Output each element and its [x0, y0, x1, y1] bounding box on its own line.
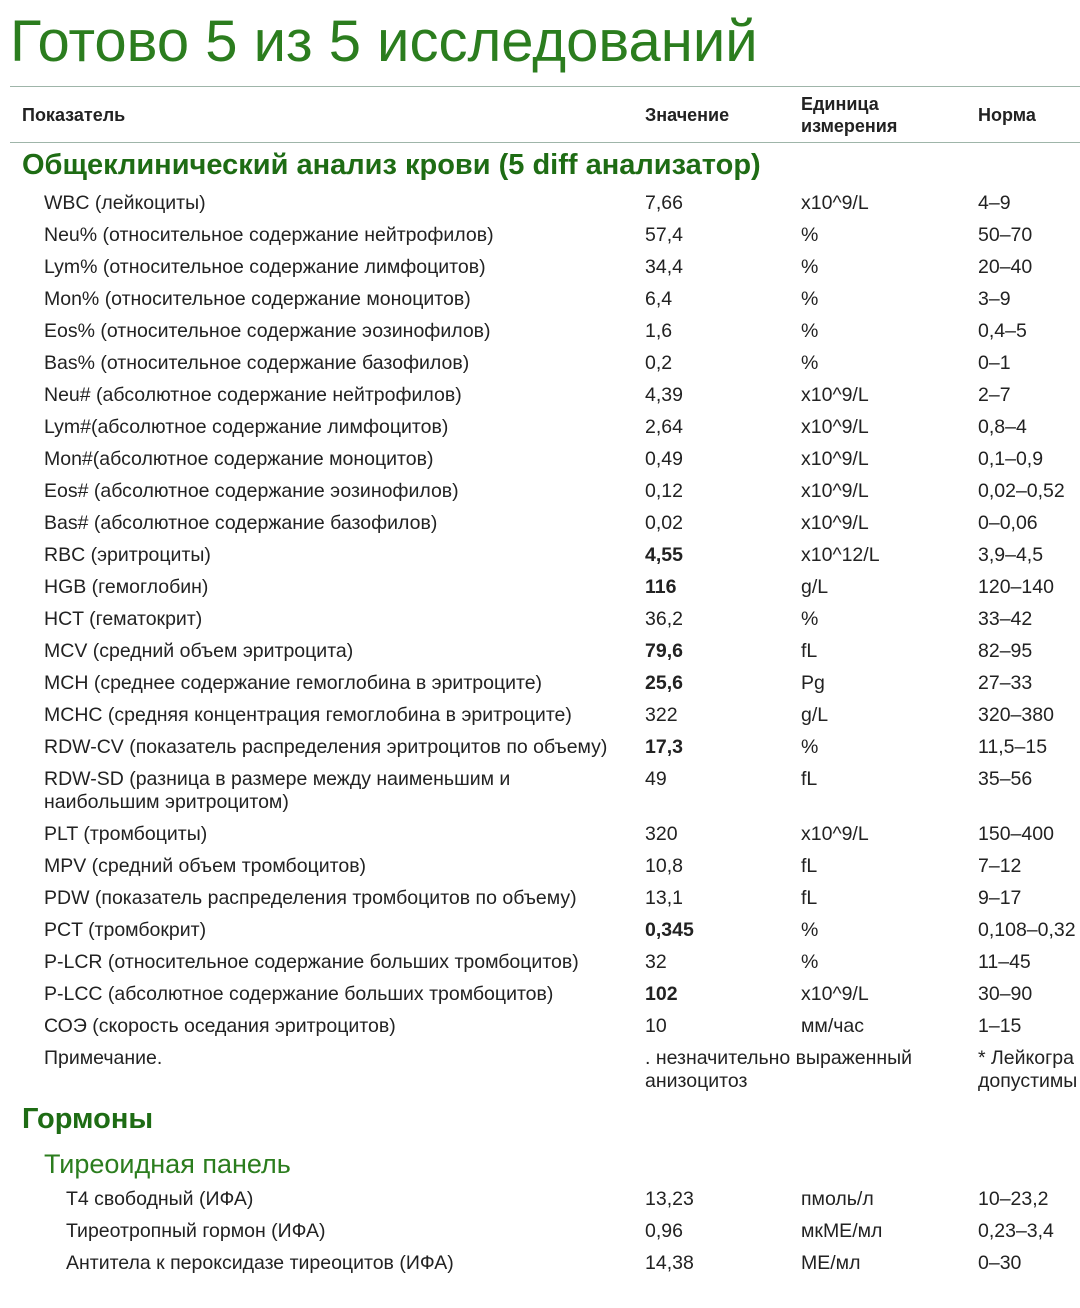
- param-value: 0,49: [645, 448, 683, 470]
- header-value: Значение: [645, 105, 730, 125]
- param-value: 4,55: [645, 544, 683, 566]
- param-norm: 82–95: [978, 640, 1033, 662]
- param-value: 36,2: [645, 608, 683, 630]
- param-value: 0,12: [645, 480, 683, 502]
- header-param: Показатель: [22, 105, 126, 125]
- param-norm: 0–1: [978, 352, 1011, 374]
- param-value: 49: [645, 768, 667, 790]
- param-name: Lym% (относительное содержание лимфоцитов): [44, 256, 486, 278]
- param-norm: 11,5–15: [978, 736, 1048, 758]
- param-unit: Pg: [801, 672, 825, 694]
- section-title: Гормоны: [22, 1103, 154, 1135]
- param-value: 4,39: [645, 384, 683, 406]
- param-name: HGB (гемоглобин): [44, 576, 209, 598]
- param-unit: g/L: [801, 704, 829, 726]
- section-title: Общеклинический анализ крови (5 diff анализатор): [22, 149, 761, 181]
- param-norm: 33–42: [978, 608, 1033, 630]
- param-name: T4 свободный (ИФА): [66, 1188, 254, 1210]
- param-value: 6,4: [645, 288, 673, 310]
- note-label: Примечание.: [44, 1047, 163, 1069]
- param-norm: 0,4–5: [978, 320, 1027, 342]
- note-norm: * Лейкогра допустимы: [978, 1047, 1078, 1092]
- param-norm: 0,23–3,4: [978, 1220, 1054, 1242]
- param-unit: %: [801, 951, 819, 973]
- param-name: Eos# (абсолютное содержание эозинофилов): [44, 480, 459, 502]
- param-name: PDW (показатель распределения тромбоцитов по объему): [44, 887, 577, 909]
- param-norm: 30–90: [978, 983, 1033, 1005]
- param-unit: %: [801, 919, 819, 941]
- param-value: 10: [645, 1015, 667, 1037]
- param-norm: 0–0,06: [978, 512, 1038, 534]
- param-unit: x10^9/L: [801, 192, 869, 214]
- param-norm: 0,02–0,52: [978, 480, 1065, 502]
- param-unit: x10^9/L: [801, 983, 869, 1005]
- param-unit: g/L: [801, 576, 829, 598]
- param-unit: fL: [801, 855, 818, 877]
- param-name: Bas# (абсолютное содержание базофилов): [44, 512, 438, 534]
- subsection-title: Тиреоидная панель: [44, 1149, 291, 1179]
- param-unit: %: [801, 224, 819, 246]
- param-name: MPV (средний объем тромбоцитов): [44, 855, 367, 877]
- param-name: MCH (среднее содержание гемоглобина в эритроците): [44, 672, 543, 694]
- param-norm: 3,9–4,5: [978, 544, 1044, 566]
- param-unit: x10^9/L: [801, 480, 869, 502]
- param-unit: МЕ/мл: [801, 1252, 861, 1274]
- note-value: . незначительно выраженный анизоцитоз: [645, 1047, 913, 1092]
- param-norm: 120–140: [978, 576, 1054, 598]
- param-norm: 0–30: [978, 1252, 1022, 1274]
- param-unit: %: [801, 320, 819, 342]
- param-norm: 20–40: [978, 256, 1033, 278]
- param-norm: 35–56: [978, 768, 1033, 790]
- param-norm: 0,8–4: [978, 416, 1027, 438]
- param-unit: %: [801, 256, 819, 278]
- param-value: 320: [645, 823, 678, 845]
- param-name: RDW-SD (разница в размере между наименьшим и наибольшим эритроцитом): [44, 768, 511, 813]
- param-value: 79,6: [645, 640, 683, 662]
- param-unit: %: [801, 736, 819, 758]
- param-name: P-LCC (абсолютное содержание больших тромбоцитов): [44, 983, 554, 1005]
- param-value: 25,6: [645, 672, 683, 694]
- param-norm: 7–12: [978, 855, 1022, 877]
- param-name: Lym#(абсолютное содержание лимфоцитов): [44, 416, 449, 438]
- param-unit: x10^9/L: [801, 512, 869, 534]
- param-name: Mon#(абсолютное содержание моноцитов): [44, 448, 434, 470]
- param-norm: 150–400: [978, 823, 1054, 845]
- param-unit: мкМЕ/мл: [801, 1220, 883, 1242]
- param-value: 57,4: [645, 224, 683, 246]
- param-value: 10,8: [645, 855, 683, 877]
- param-name: MCV (средний объем эритроцита): [44, 640, 354, 662]
- param-name: PLT (тромбоциты): [44, 823, 208, 845]
- param-name: HCT (гематокрит): [44, 608, 203, 630]
- param-value: 14,38: [645, 1252, 694, 1274]
- param-unit: %: [801, 288, 819, 310]
- param-name: Eos% (относительное содержание эозинофилов): [44, 320, 491, 342]
- param-unit: %: [801, 608, 819, 630]
- param-value: 0,345: [645, 919, 694, 941]
- param-norm: 4–9: [978, 192, 1011, 214]
- param-name: PCT (тромбокрит): [44, 919, 207, 941]
- param-unit: x10^9/L: [801, 384, 869, 406]
- param-norm: 3–9: [978, 288, 1011, 310]
- param-norm: 27–33: [978, 672, 1033, 694]
- header-unit: Единица измерения: [801, 94, 898, 136]
- param-unit: мм/час: [801, 1015, 864, 1037]
- param-value: 0,2: [645, 352, 673, 374]
- param-unit: x10^9/L: [801, 416, 869, 438]
- param-unit: x10^9/L: [801, 448, 869, 470]
- page-title: Готово 5 из 5 исследований: [10, 9, 758, 74]
- title-divider: [10, 86, 1080, 87]
- param-value: 17,3: [645, 736, 683, 758]
- param-value: 32: [645, 951, 667, 973]
- param-name: RBC (эритроциты): [44, 544, 211, 566]
- param-norm: 2–7: [978, 384, 1011, 406]
- param-value: 0,02: [645, 512, 683, 534]
- param-unit: x10^12/L: [801, 544, 880, 566]
- param-unit: fL: [801, 640, 818, 662]
- param-value: 0,96: [645, 1220, 683, 1242]
- param-norm: 0,1–0,9: [978, 448, 1044, 470]
- param-norm: 1–15: [978, 1015, 1022, 1037]
- param-norm: 0,108–0,32: [978, 919, 1076, 941]
- param-norm: 10–23,2: [978, 1188, 1049, 1210]
- param-name: СОЭ (скорость оседания эритроцитов): [44, 1015, 396, 1037]
- param-name: Bas% (относительное содержание базофилов): [44, 352, 470, 374]
- param-value: 102: [645, 983, 678, 1005]
- param-unit: fL: [801, 887, 818, 909]
- param-norm: 50–70: [978, 224, 1033, 246]
- param-unit: пмоль/л: [801, 1188, 874, 1210]
- param-norm: 9–17: [978, 887, 1022, 909]
- param-name: P-LCR (относительное содержание больших тромбоцитов): [44, 951, 579, 973]
- param-unit: x10^9/L: [801, 823, 869, 845]
- param-value: 2,64: [645, 416, 683, 438]
- param-unit: %: [801, 352, 819, 374]
- param-name: Антитела к пероксидазе тиреоцитов (ИФА): [66, 1252, 454, 1274]
- param-name: MCHC (средняя концентрация гемоглобина в эритроците): [44, 704, 572, 726]
- param-value: 13,1: [645, 887, 683, 909]
- param-norm: 320–380: [978, 704, 1054, 726]
- param-value: 34,4: [645, 256, 683, 278]
- param-name: Neu% (относительное содержание нейтрофилов): [44, 224, 494, 246]
- param-name: WBC (лейкоциты): [44, 192, 206, 214]
- param-name: RDW-CV (показатель распределения эритроцитов по объему): [44, 736, 608, 758]
- param-value: 1,6: [645, 320, 673, 342]
- header-norm: Норма: [978, 105, 1036, 125]
- param-unit: fL: [801, 768, 818, 790]
- param-name: Neu# (абсолютное содержание нейтрофилов): [44, 384, 462, 406]
- param-name: Тиреотропный гормон (ИФА): [66, 1220, 326, 1242]
- param-norm: 11–45: [978, 951, 1031, 973]
- param-value: 116: [645, 576, 677, 598]
- param-value: 7,66: [645, 192, 683, 214]
- param-value: 322: [645, 704, 678, 726]
- param-name: Mon% (относительное содержание моноцитов): [44, 288, 471, 310]
- param-value: 13,23: [645, 1188, 694, 1210]
- table-header: [10, 88, 1080, 143]
